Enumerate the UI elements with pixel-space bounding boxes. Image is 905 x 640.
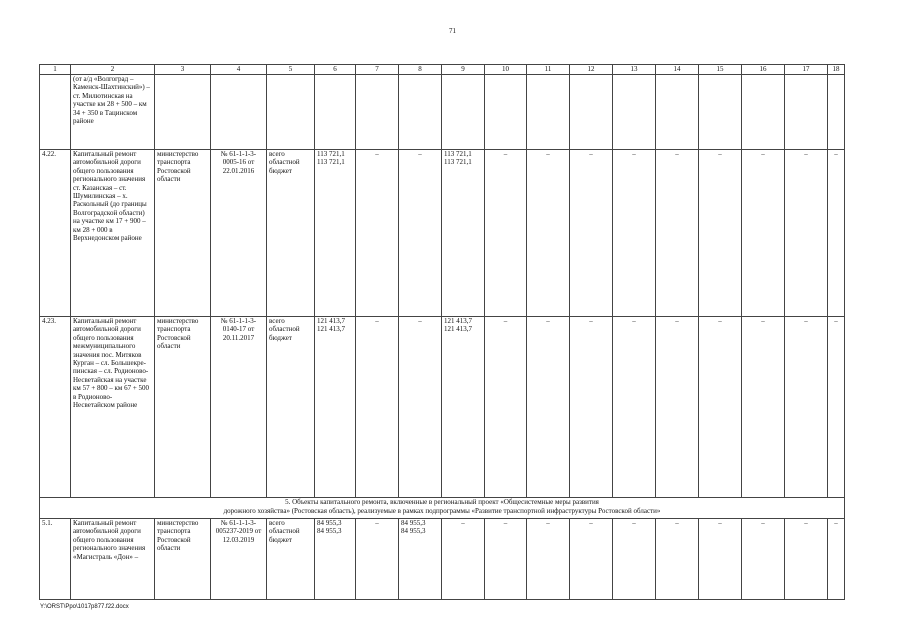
value-cell: – bbox=[613, 150, 656, 317]
value-cell: – bbox=[485, 519, 527, 600]
value-cell: – bbox=[699, 317, 742, 498]
row-number-cell: 4.23. bbox=[40, 317, 71, 498]
value-cell: – bbox=[399, 150, 442, 317]
value-cell: 113 721,1 113 721,1 bbox=[442, 150, 485, 317]
source-regional: областной бюджет bbox=[269, 527, 300, 544]
row-number-cell bbox=[40, 75, 71, 150]
value-cell: – bbox=[828, 150, 845, 317]
program-table bbox=[39, 64, 845, 600]
header-cell: 12 bbox=[570, 65, 613, 75]
value-cell: – bbox=[485, 150, 527, 317]
section-heading-row bbox=[40, 498, 845, 519]
file-path-footer: Y:\ORST\Ppo\1017p877.f22.docx bbox=[40, 604, 129, 610]
row-number-cell: 5.1. bbox=[40, 519, 71, 600]
page-number: 71 bbox=[449, 27, 456, 35]
value-cell: – bbox=[742, 519, 785, 600]
table-row bbox=[40, 75, 845, 150]
source-regional: областной бюджет bbox=[269, 158, 300, 175]
value-cell: – bbox=[527, 317, 570, 498]
header-cell: 2 bbox=[71, 65, 155, 75]
document-cell: № 61-1-1-3-0005-16 от 22.01.2016 bbox=[211, 150, 267, 317]
value-cell: – bbox=[356, 519, 399, 600]
header-cell: 9 bbox=[442, 65, 485, 75]
value-cell: – bbox=[656, 150, 699, 317]
value-cell: – bbox=[442, 519, 485, 600]
value-cell: – bbox=[828, 519, 845, 600]
header-cell: 1 bbox=[40, 65, 71, 75]
value-cell: – bbox=[785, 519, 828, 600]
value-cell: – bbox=[356, 150, 399, 317]
value-cell: 113 721,1 113 721,1 bbox=[315, 150, 356, 317]
source-total: всего bbox=[269, 519, 285, 527]
value-cell: – bbox=[613, 519, 656, 600]
value-cell: – bbox=[742, 150, 785, 317]
value-cell: – bbox=[613, 317, 656, 498]
value-cell: 121 413,7 121 413,7 bbox=[315, 317, 356, 498]
organization-cell: министерство транспорта Ростовской области bbox=[155, 150, 211, 317]
source-cell bbox=[267, 317, 315, 498]
header-cell: 6 bbox=[315, 65, 356, 75]
object-name-cell: Капитальный ремонт автомобильной дороги общего пользования регионального значения «Магистраль «Дон» – bbox=[71, 519, 155, 600]
header-cell: 13 bbox=[613, 65, 656, 75]
value-cell: – bbox=[785, 150, 828, 317]
value-cell: – bbox=[699, 519, 742, 600]
value-cell: 84 955,3 84 955,3 bbox=[315, 519, 356, 600]
header-row bbox=[40, 65, 845, 75]
header-cell: 17 bbox=[785, 65, 828, 75]
source-cell bbox=[267, 150, 315, 317]
header-cell: 8 bbox=[399, 65, 442, 75]
header-cell: 11 bbox=[527, 65, 570, 75]
header-cell: 15 bbox=[699, 65, 742, 75]
object-name-cell: Капитальный ремонт автомобильной дороги общего пользования межмуниципального значения пос. Митяков Курган – сл. Большекрепинская – сл. Родионово-Несветайская на участке км 57 + 800 – км 67 + 500 в Родионово-Несветайском районе bbox=[71, 317, 155, 498]
source-regional: областной бюджет bbox=[269, 325, 300, 342]
section-heading: 5. Объекты капитального ремонта, включенные в региональный проект «Общесистемные меры развития дорожного хозяйства» (Ростовская область), реализуемые в рамках подпрограммы «Развитие транспортной инфраструктуры Ростовской области» bbox=[40, 498, 845, 519]
row-number-cell: 4.22. bbox=[40, 150, 71, 317]
value-cell: – bbox=[656, 317, 699, 498]
table-row bbox=[40, 317, 845, 498]
table-row bbox=[40, 150, 845, 317]
source-cell bbox=[267, 519, 315, 600]
header-cell: 14 bbox=[656, 65, 699, 75]
source-total: всего bbox=[269, 317, 285, 325]
header-cell: 3 bbox=[155, 65, 211, 75]
value-cell: – bbox=[699, 150, 742, 317]
header-cell: 5 bbox=[267, 65, 315, 75]
value-cell: 84 955,3 84 955,3 bbox=[399, 519, 442, 600]
header-cell: 4 bbox=[211, 65, 267, 75]
value-cell: – bbox=[656, 519, 699, 600]
value-cell: – bbox=[399, 317, 442, 498]
organization-cell: министерство транспорта Ростовской области bbox=[155, 317, 211, 498]
value-cell: – bbox=[570, 150, 613, 317]
object-name-cell: (от а/д «Волгоград – Каменск-Шахтинский») – ст. Милютинская на участке км 28 + 500 – км 34 + 350 в Тацинском районе bbox=[71, 75, 155, 150]
document-cell: № 61-1-1-3-0140-17 от 20.11.2017 bbox=[211, 317, 267, 498]
value-cell: – bbox=[828, 317, 845, 498]
header-cell: 7 bbox=[356, 65, 399, 75]
header-cell: 10 bbox=[485, 65, 527, 75]
header-cell: 16 bbox=[742, 65, 785, 75]
value-cell: – bbox=[485, 317, 527, 498]
object-name-cell: Капитальный ремонт автомобильной дороги общего пользования регионального значения ст. Казанская – ст. Шумилинская – х. Раскольный (до границы Волгоградской области) на участке км 17 + 900 – км 28 + 000 в Верхнедонском районе bbox=[71, 150, 155, 317]
value-cell: 121 413,7 121 413,7 bbox=[442, 317, 485, 498]
header-cell: 18 bbox=[828, 65, 845, 75]
document-cell: № 61-1-1-3-005237-2019 от 12.03.2019 bbox=[211, 519, 267, 600]
value-cell: – bbox=[570, 519, 613, 600]
value-cell: – bbox=[785, 317, 828, 498]
value-cell: – bbox=[527, 519, 570, 600]
value-cell: – bbox=[356, 317, 399, 498]
table-row bbox=[40, 519, 845, 600]
value-cell: – bbox=[527, 150, 570, 317]
organization-cell: министерство транспорта Ростовской области bbox=[155, 519, 211, 600]
value-cell: – bbox=[742, 317, 785, 498]
source-total: всего bbox=[269, 150, 285, 158]
value-cell: – bbox=[570, 317, 613, 498]
